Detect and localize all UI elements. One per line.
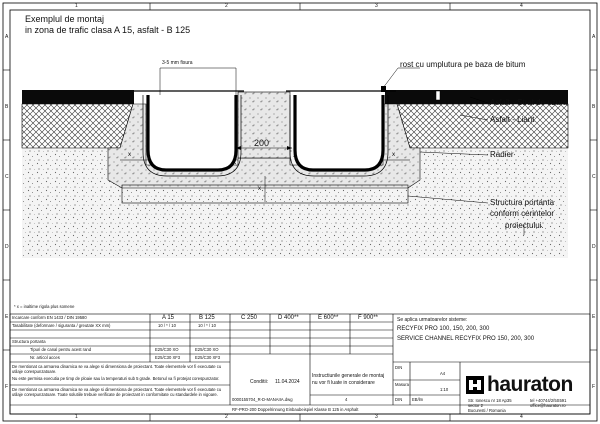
margin-top-3: 3: [375, 3, 378, 9]
unit-label: DIN: [395, 397, 403, 402]
drawing-description: RF-PRO-200 Doppelrinnung Einbaubeispiel Klasse B 125 in Asphalt: [232, 407, 359, 412]
row5-value-b125: E25/C30 XF3: [195, 355, 221, 360]
x-dimension-right: x: [392, 152, 395, 158]
address-line3: Bucuresti / Romania: [468, 408, 506, 413]
din-value: A4: [440, 371, 446, 376]
products-heading: Se aplica urmatoarelor sisteme:: [397, 317, 468, 323]
asphalt-binder-left: [22, 104, 133, 148]
din-label: DIN: [395, 365, 403, 370]
gap-label: 3-5 mm fisura: [162, 60, 193, 66]
class-b125: B 125: [199, 315, 215, 321]
table-row4-label: Tipuri de canal pentru acest rand: [30, 347, 92, 352]
margin-top-2: 2: [225, 3, 228, 9]
margin-left-e: E: [5, 314, 9, 320]
asphalt-wear-left: [22, 90, 134, 104]
row5-value-a15: E25/C30 XF3: [155, 355, 181, 360]
margin-bottom-3: 3: [375, 414, 378, 420]
scale-label: Masura: [395, 382, 409, 387]
table-note-2: Nu este permisa executia pe timp de ploaie sau la temperaturi sub 5 grade. Betonul va fi protejat corespunzator.: [12, 376, 220, 381]
margin-right-f: F: [592, 384, 596, 390]
margin-left-a: A: [5, 34, 9, 40]
class-e600: E 600**: [318, 315, 339, 321]
structure-label-line2: conform cerintelor: [490, 209, 555, 218]
class-d400: D 400**: [278, 315, 299, 321]
margin-bottom-2: 2: [225, 414, 228, 420]
margin-bottom-4: 4: [520, 414, 523, 420]
sheet-number: 4: [345, 397, 348, 402]
table-note-1: De mentionat ca armarea dinamica se va alege si dimensiona de proiectant. Toate elementele vor fi executate cu utilaje corespunzatoare.: [12, 364, 222, 374]
class-a15: A 15: [162, 315, 175, 321]
table-note-3: De mentionat ca armarea dinamica se va alege si dimensiona de proiectant. Toate elementele vor fi executate cu utilaje corespunzatoare. Toate solutiile trebuie verificate de proiectant in conformitate cu standardele in vigoare.: [12, 387, 222, 397]
channel-right: [295, 95, 383, 170]
products-line1: RECYFIX PRO 100, 150, 200, 300: [397, 326, 490, 332]
margin-right-c: C: [592, 174, 596, 180]
margin-left-d: D: [5, 244, 9, 250]
drawing-title-line1: Exemplul de montaj: [25, 14, 105, 24]
structure-label-line1: Structura portanta: [490, 198, 555, 207]
asphalt-binder-right: [397, 104, 568, 148]
contact-email: office@hauraton.ro: [530, 403, 566, 408]
margin-right-b: B: [592, 104, 596, 110]
margin-left-c: C: [5, 174, 9, 180]
class-c250: C 250: [241, 315, 258, 321]
company-logo: hauraton: [487, 373, 573, 396]
table-row3-label: Structura portanta: [12, 339, 46, 344]
channel-left: [148, 95, 236, 170]
row2-value-b125: 10 / * / 10: [198, 323, 216, 328]
table-row2-label: Tasabilitate (deformare / siguranta / greutate XX mm): [12, 323, 111, 328]
row2-value-a15: 10 / * / 10: [158, 323, 176, 328]
table-row1-label: Incarcare conform EN 1433 / DIN 19580: [12, 315, 87, 320]
x-dimension-bottom: x: [258, 186, 261, 192]
row4-value-a15: E25/C30 XO: [155, 347, 179, 352]
desc-line2: nu vor fi luate in considerare: [312, 380, 375, 386]
class-f900: F 900**: [358, 315, 379, 321]
margin-left-f: F: [5, 384, 9, 390]
margin-right-d: D: [592, 244, 596, 250]
drawing-title-line2: in zona de trafic clasa A 15, asfalt - B 125: [25, 25, 191, 35]
layer-base-label: Radier: [490, 150, 514, 159]
row4-value-b125: E25/C30 XO: [195, 347, 219, 352]
desc-line1: Instructiunile generale de montaj: [312, 373, 385, 379]
margin-right-e: E: [592, 314, 596, 320]
margin-right-a: A: [592, 34, 596, 40]
status-label: Conditii:: [250, 379, 269, 385]
x-dimension-left: x: [128, 152, 131, 158]
margin-left-b: B: [5, 104, 9, 110]
layer-wear-label: Asfalt - Strat de uzura: [490, 98, 568, 107]
margin-top-4: 4: [520, 3, 523, 9]
layer-binder-label: Asfalt - Liant: [490, 115, 535, 124]
address-line1: Str. Ionescu nr 18 Ap35: [468, 398, 512, 403]
table-row5-label: Nr. articol acces: [30, 355, 60, 360]
products-line2: SERVICE CHANNEL RECYFIX PRO 150, 200, 300: [397, 336, 535, 342]
contact-phone: tel +40744/2/5S591: [530, 398, 567, 403]
address-line2: sector 2: [468, 403, 483, 408]
drawing-date: 11.04.2024: [275, 379, 300, 385]
file-name: 0000155704_R-D-MANAIIA.dwg: [232, 397, 293, 402]
joint-label: rost cu umplutura pe baza de bitum: [400, 60, 526, 69]
width-dimension: 200: [254, 138, 270, 148]
hauraton-logo-mark: [466, 376, 484, 394]
structure-label-line3: proiectului.: [505, 221, 544, 230]
scale-value: 1:10: [440, 387, 449, 392]
unit-value: EB/lm: [412, 397, 424, 402]
margin-bottom-1: 1: [75, 414, 78, 420]
footnote: * x = inaltime rigola plus somene: [14, 304, 75, 309]
margin-top-1: 1: [75, 3, 78, 9]
